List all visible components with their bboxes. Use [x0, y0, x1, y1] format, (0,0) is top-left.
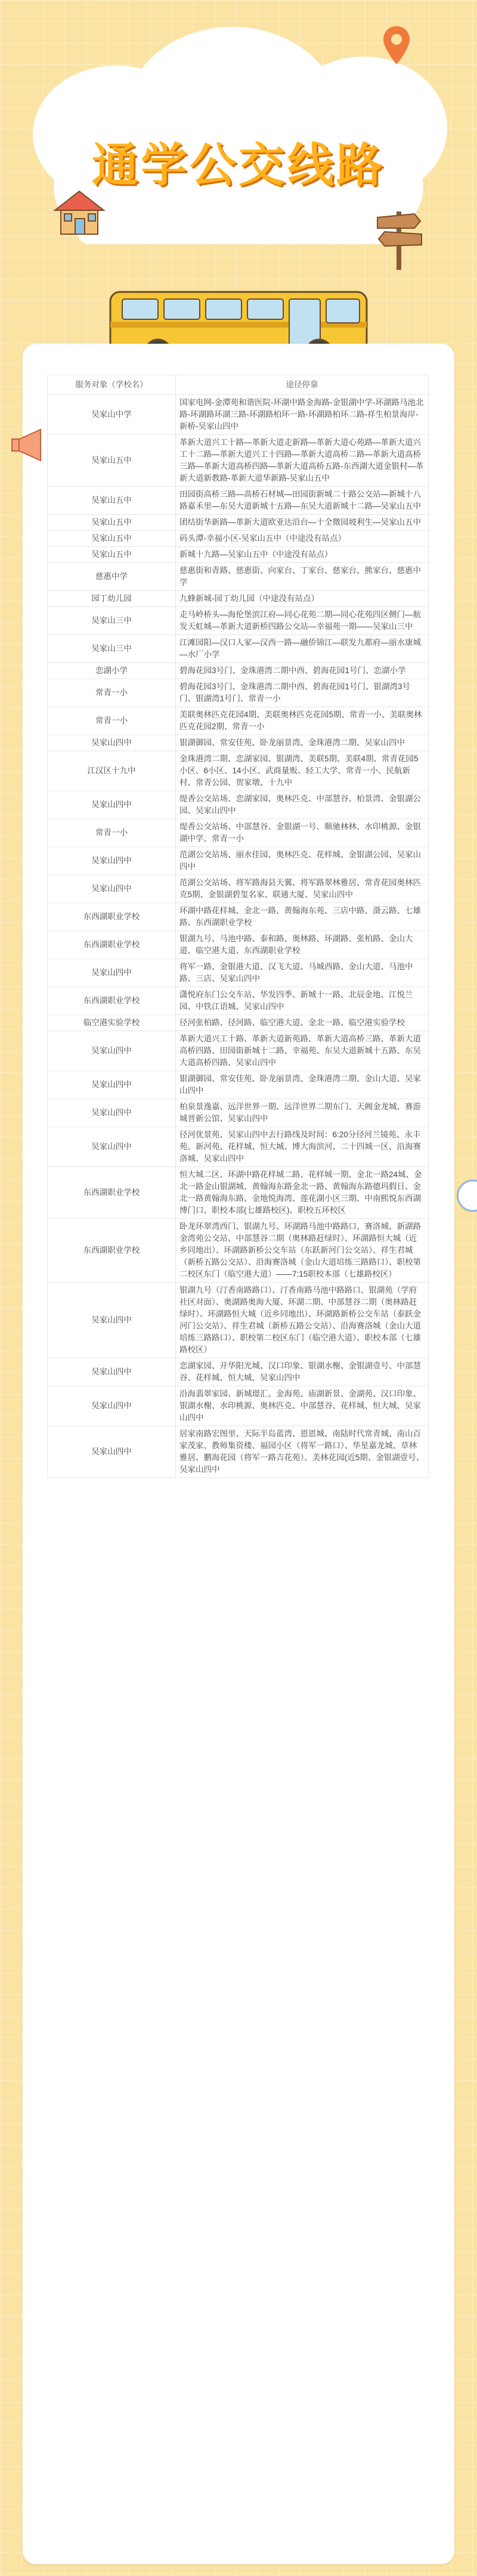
school-cell: 吴家山四中: [48, 959, 176, 987]
page-title: 通学公交线路: [91, 139, 385, 192]
school-cell: 吴家山四中: [48, 1426, 176, 1478]
house-icon: [52, 188, 106, 235]
table-row: [48, 1015, 429, 1031]
stops-cell: 新城十九路—吴家山五中（中途没有站点）: [176, 547, 429, 563]
stops-cell: 革新大道兴工十路—革新大道走新路—革新大道心苑路—革新大道兴工十二路—革新大道兴工十四路—革新大道高桥二路—革新大道高桥三路—革新大道高桥四路—革新大道高桥五路-东西湖大道金银村—革新大道新教路-革新大道华新路-吴家山五中: [176, 435, 429, 487]
school-cell: 吴家山三中: [48, 635, 176, 663]
stops-cell: 范湖公交站场、将军路海县天翼、将军路翠林雅居、常青花园奥林匹克5期、金银湖碧玺名家、联通大厦、吴家山四中: [176, 875, 429, 903]
school-cell: 吴家山中学: [48, 395, 176, 435]
table-row: [48, 875, 429, 903]
stops-cell: 银湖九号（汀香南路路口）、汀香南路马池中路路口、银湖苑（学府社区对面）、奥湖路奥海大厦、环湖二期、中部慧谷二期（奥林路赶绿时）、环湖路恒大城（近乡同地出）、环湖路新桥公交车站（泰跃金河门公交站）、祥生君城（新桥五路公交站）、沿海赛洛城（金山大道培练三路路口）、职校第二校区东门（临空港大道）、职校本部（七雄路校区）: [176, 1283, 429, 1358]
stops-cell: 沿海翡翠家园、新城璟汇、金海苑、庙湖新景、金湖苑、汉口印象、银湖水榭、水印桃源、奥林匹克、中部慧谷、花样城、恒大城、吴家山四中: [176, 1386, 429, 1426]
table-row: [48, 751, 429, 791]
school-cell: 吴家山四中: [48, 1099, 176, 1127]
school-cell: 吴家山四中: [48, 1127, 176, 1167]
table-row: [48, 487, 429, 515]
stops-cell: 居家南路宏图里、天际半岛蓝湾、恩恩城、南陆时代常青城、南山百家茂家、教师集资楼、福园小区（将军一路口）、华星嘉龙城、草林雅居、鹏海花园（将军一路吉花苑）、美林花园(近5期、金银湖壹号、吴家山四中: [176, 1426, 429, 1478]
table-row: [48, 1071, 429, 1099]
school-cell: 吴家山五中: [48, 547, 176, 563]
column-header-school: 服务对象（学校名）: [48, 375, 176, 395]
table-row: [48, 1219, 429, 1283]
school-cell: 东西湖职业学校: [48, 1219, 176, 1283]
stops-cell: 范湖公交站场、丽水佳园、奥林匹克、花样城、金银湖公园、吴家山四中: [176, 847, 429, 875]
school-cell: 吴家山五中: [48, 515, 176, 531]
table-row: [48, 531, 429, 547]
routes-card: [23, 344, 454, 2564]
stops-cell: 田园街高桥三路—高桥石材城—田园街新城二十路公交站—新城十八路嘉禾里—东吴大道新城十五路—东吴大道新城十二路—吴家山五中: [176, 487, 429, 515]
routes-table: [47, 375, 429, 1478]
megaphone-icon: [11, 427, 52, 463]
table-row: [48, 847, 429, 875]
school-cell: 东西湖职业学校: [48, 987, 176, 1015]
table-row: [48, 1167, 429, 1219]
stops-cell: 慈惠街和青路、慈惠街、向家台、丁家台、慈家台、熊家台、慈惠中学: [176, 563, 429, 591]
stops-cell: 走马岭桥头—海伦堡滨江府—同心花苑二期—同心花苑四区侧门—航发天虹城—革新大道新桥四路公交站—幸福苑一期——吴家山三中: [176, 607, 429, 635]
table-row: [48, 663, 429, 679]
table-row: [48, 819, 429, 847]
location-pin-icon: [382, 25, 411, 66]
school-cell: 临空港实验学校: [48, 1015, 176, 1031]
stops-cell: 九蜂新城-园丁幼儿园（中途没有站点）: [176, 591, 429, 607]
stops-cell: 国家电网-金潭苑和谐医院-环湖中路金海路-金银湖中学-环湖路马池北路-环湖路环湖三路-环湖路柏环一路-环湖路柏环二路-祥生柏景海岸-新桥-吴家山四中: [176, 395, 429, 435]
table-row: [48, 563, 429, 591]
stops-cell: 金珠港湾二期、恋湖家园、银湖湾、美联5期、美联4期、常青花园5小区、6小区、14小区、武商量贩、轻工大学、常青一小、民航新村、常青公园、贺家墩、十九中: [176, 751, 429, 791]
table-row: [48, 791, 429, 819]
stops-cell: 缇香公交站场、中部慧谷、金银湖一号、顺驰林林、水印桃源、金银湖中学、常青一小: [176, 819, 429, 847]
table-row: [48, 607, 429, 635]
table-row: [48, 903, 429, 931]
school-cell: 吴家山四中: [48, 1386, 176, 1426]
table-row: [48, 547, 429, 563]
table-row: [48, 635, 429, 663]
stops-cell: 缇香公交站场、恋湖家园、奥林匹克、中部慧谷、柏景湾、金银湖公园、吴家山四中: [176, 791, 429, 819]
table-row: [48, 515, 429, 531]
school-cell: 恋湖小学: [48, 663, 176, 679]
school-cell: 吴家山三中: [48, 607, 176, 635]
stops-cell: 碧海花园3号门、金珠港湾二期中西、碧海花园1号门、恋湖小学: [176, 663, 429, 679]
table-row: [48, 987, 429, 1015]
table-row: [48, 1099, 429, 1127]
school-cell: 东西湖职业学校: [48, 931, 176, 959]
stops-cell: 银湖九号、马池中路、泰和路、奥林路、环湖路、张柏路、金山大道、临空港大道、东西湖职业学校: [176, 931, 429, 959]
stops-cell: 潇悦府东门公交车站、华发四季、新城十一路、北辰金地、江悦兰园、中铁江语城、吴家山四中: [176, 987, 429, 1015]
stops-cell: 恋湖家园、开华阳光城、汉口印象、银湖水榭、金银湖壹号、中部慧谷、花样城、恒大城、吴家山四中: [176, 1358, 429, 1386]
table-row: [48, 1283, 429, 1358]
clock-icon: [457, 1180, 477, 1212]
stops-cell: 银湖御园、常安佳苑、卧龙丽景湾、金珠港湾二期、金山大道、吴家山四中: [176, 1071, 429, 1099]
school-cell: 吴家山四中: [48, 1031, 176, 1071]
school-cell: 吴家山四中: [48, 875, 176, 903]
school-cell: 吴家山四中: [48, 735, 176, 751]
school-cell: 常青一小: [48, 679, 176, 707]
signpost-icon: [373, 206, 426, 271]
column-header-stops: 途径停靠: [176, 375, 429, 395]
school-cell: 吴家山四中: [48, 791, 176, 819]
stops-cell: 革新大道兴工十路、革新大道新苑路、革新大道高桥三路、革新大道高桥四路、田园街新城十二路、幸福苑、东吴大道新城十五路、东吴大道高桥四路、吴家山四中: [176, 1031, 429, 1071]
table-header-row: [48, 375, 429, 395]
school-cell: 东西湖职业学校: [48, 903, 176, 931]
table-row: [48, 735, 429, 751]
stops-cell: 美联奥林匹克花园4期、美联奥林匹克花园5期、常青一小、美联奥林匹克花园2期、常青一小: [176, 707, 429, 735]
stops-cell: 恒大城二区、环湖中路花样城二路、花样城一期、金北一路24城、金北一路金山银湖城、黄翰海东路金北一路、黄翰海东路德玛假日、金北一路黄翰海东路、金地悦海湾、莲花湖小区三期、中南熙悦东西湖博门口、职校本部(七雄路校区)、职校五环校区: [176, 1167, 429, 1219]
table-row: [48, 1426, 429, 1478]
header-banner: [0, 0, 477, 310]
stops-cell: 江滩园阳—汉口人家—汉西一路—融侨锦江—联发九都府—丽水康城—水厂小学: [176, 635, 429, 663]
table-row: [48, 435, 429, 487]
school-cell: 江汉区十九中: [48, 751, 176, 791]
stops-cell: 碧海花园3号门、金珠港湾二期中西、碧海花园1号门、银湖湾3号门、银湖湾1号门、常青一小: [176, 679, 429, 707]
table-row: [48, 959, 429, 987]
stops-cell: 径河张柏路、径河路、临空港大道、金北一路、临空港实验学校: [176, 1015, 429, 1031]
table-row: [48, 707, 429, 735]
table-row: [48, 1031, 429, 1071]
school-cell: 吴家山四中: [48, 1071, 176, 1099]
stops-cell: 柏泉景逸嘉、远洋世界一期、远洋世界二期东门、天阙金龙城、赛游城晋新公馆、吴家山四中: [176, 1099, 429, 1127]
stops-cell: 银湖御园、常安佳苑、卧龙丽景湾、金珠港湾二期、吴家山四中: [176, 735, 429, 751]
stops-cell: 卧龙环翠湾西门、银湖九号、环湖路马池中路路口、赛洛城、新湖路金湾苑公交站、中部慧谷二期（奥林路赶绿时）、环湖路恒大城（近乡同地出）、环湖路新桥公交车站（东跃新河门公交站）、祥生君城（新桥五路公交站）、沿海赛洛城（金山大道培练三路路口）、职校第二校区东门（临空港大道）——7:15职校本部（七雄路校区）: [176, 1219, 429, 1283]
school-cell: 吴家山四中: [48, 1358, 176, 1386]
school-cell: 吴家山四中: [48, 1283, 176, 1358]
table-row: [48, 931, 429, 959]
stops-cell: 将军一路、金银港大道、汉飞大道、马城西路、金山大道、马池中路、三店、吴家山四中: [176, 959, 429, 987]
school-cell: 东西湖职业学校: [48, 1167, 176, 1219]
table-row: [48, 1358, 429, 1386]
stops-cell: 径河优景苑、吴家山四中去行路线及时间：6:20分径河兰镜苑、永丰苑、新河苑、花样城、恒大城、博大海滨河、二十四城一区、沿海赛洛城、吴家山四中: [176, 1127, 429, 1167]
stops-cell: 码头潭-幸福小区-吴家山五中（中途没有站点）: [176, 531, 429, 547]
table-row: [48, 395, 429, 435]
school-cell: 吴家山五中: [48, 435, 176, 487]
stops-cell: 环湖中路花样城、金北一路、黄翰海东苑、三店中路、滠云路、七雄路、东西湖职业学校: [176, 903, 429, 931]
school-cell: 常青一小: [48, 707, 176, 735]
table-row: [48, 591, 429, 607]
school-cell: 园丁幼儿园: [48, 591, 176, 607]
school-cell: 吴家山四中: [48, 847, 176, 875]
school-cell: 慈惠中学: [48, 563, 176, 591]
table-row: [48, 1386, 429, 1426]
stops-cell: 团结街华新路—革新大道欧亚达沿台—十全微园坡利生—吴家山五中: [176, 515, 429, 531]
table-row: [48, 679, 429, 707]
school-cell: 吴家山五中: [48, 487, 176, 515]
table-row: [48, 1127, 429, 1167]
school-cell: 吴家山五中: [48, 531, 176, 547]
school-cell: 常青一小: [48, 819, 176, 847]
